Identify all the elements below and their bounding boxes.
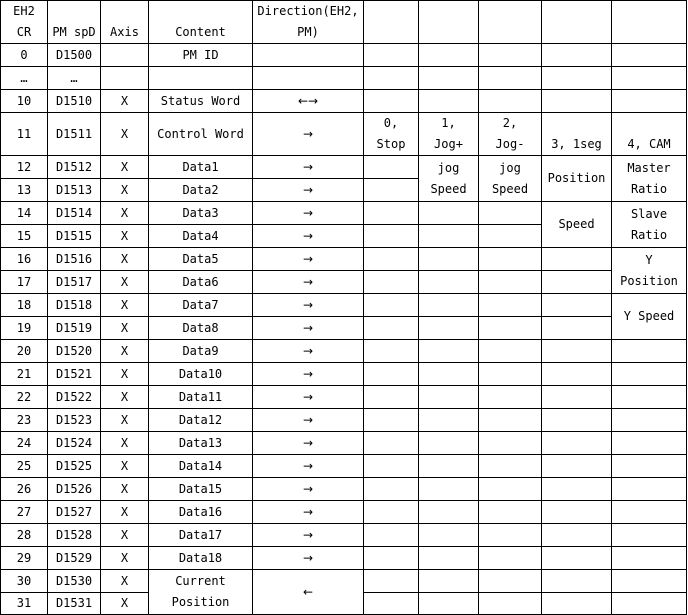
mode-cam: 4, CAM [612, 113, 687, 156]
pm-spd-cell: D1526 [48, 478, 101, 501]
axis-cell: X [101, 248, 149, 271]
axis-cell: X [101, 524, 149, 547]
cr-cell: 16 [1, 248, 48, 271]
table-row [1, 202, 687, 225]
content-cell: Data8 [149, 317, 253, 340]
empty-cell [612, 409, 687, 432]
pm-spd-cell: D1519 [48, 317, 101, 340]
axis-cell [101, 67, 149, 90]
empty-cell [364, 67, 419, 90]
axis-cell: X [101, 179, 149, 202]
empty-cell [612, 363, 687, 386]
content-cell: Data3 [149, 202, 253, 225]
empty-cell [479, 44, 542, 67]
empty-cell [479, 501, 542, 524]
empty-cell [479, 294, 542, 317]
master-ratio: Master Ratio [612, 156, 687, 202]
empty-cell [364, 455, 419, 478]
direction-cell: → [253, 113, 364, 156]
pm-spd-cell: D1510 [48, 90, 101, 113]
axis-cell: X [101, 340, 149, 363]
empty-cell [364, 90, 419, 113]
pm-spd-cell: D1521 [48, 363, 101, 386]
empty-cell [419, 455, 479, 478]
axis-cell: X [101, 478, 149, 501]
empty-cell [364, 179, 419, 202]
content-cell: Data7 [149, 294, 253, 317]
axis-cell: X [101, 593, 149, 615]
empty-cell [479, 90, 542, 113]
header-empty [542, 1, 612, 44]
cr-cell: 12 [1, 156, 48, 179]
empty-cell [479, 340, 542, 363]
table-row [1, 294, 687, 317]
empty-cell [479, 248, 542, 271]
empty-cell [419, 570, 479, 593]
table-row [1, 271, 687, 294]
empty-cell [612, 501, 687, 524]
y-position: Y Position [612, 248, 687, 294]
empty-cell [612, 593, 687, 615]
empty-cell [419, 67, 479, 90]
pm-spd-cell: D1520 [48, 340, 101, 363]
empty-cell [364, 501, 419, 524]
empty-cell [612, 386, 687, 409]
table-row [1, 44, 687, 67]
content-cell: Data11 [149, 386, 253, 409]
direction-cell: → [253, 202, 364, 225]
cr-cell: 19 [1, 317, 48, 340]
empty-cell [542, 294, 612, 317]
table-row [1, 363, 687, 386]
empty-cell [364, 44, 419, 67]
empty-cell [479, 363, 542, 386]
content-cell: Data2 [149, 179, 253, 202]
empty-cell [612, 455, 687, 478]
empty-cell [419, 386, 479, 409]
table-row [1, 409, 687, 432]
pm-spd-cell: D1517 [48, 271, 101, 294]
empty-cell [364, 340, 419, 363]
cr-cell: 20 [1, 340, 48, 363]
empty-cell [364, 432, 419, 455]
empty-cell [542, 317, 612, 340]
empty-cell [419, 501, 479, 524]
table-row [1, 386, 687, 409]
cr-cell: 28 [1, 524, 48, 547]
empty-cell [612, 340, 687, 363]
mode-jog-plus: 1, Jog+ [419, 113, 479, 156]
axis-cell: X [101, 363, 149, 386]
pm-spd-cell: D1513 [48, 179, 101, 202]
content-cell: Data16 [149, 501, 253, 524]
header-content: Content [149, 1, 253, 44]
cr-cell: 29 [1, 547, 48, 570]
cr-cell: 10 [1, 90, 48, 113]
jog-plus-speed: jog Speed [419, 156, 479, 202]
empty-cell [419, 363, 479, 386]
content-cell: Data10 [149, 363, 253, 386]
empty-cell [419, 294, 479, 317]
empty-cell [479, 570, 542, 593]
table-row [1, 455, 687, 478]
table-row [1, 340, 687, 363]
axis-cell: X [101, 202, 149, 225]
empty-cell [542, 271, 612, 294]
content-cell: Control Word [149, 113, 253, 156]
axis-cell: X [101, 90, 149, 113]
pm-spd-cell: D1530 [48, 570, 101, 593]
empty-cell [364, 202, 419, 225]
direction-cell: → [253, 524, 364, 547]
pm-spd-cell: D1529 [48, 547, 101, 570]
empty-cell [364, 271, 419, 294]
empty-cell [419, 225, 479, 248]
table-row [1, 113, 687, 156]
direction-cell: → [253, 363, 364, 386]
header-axis: Axis [101, 1, 149, 44]
empty-cell [612, 67, 687, 90]
table-row [1, 248, 687, 271]
axis-cell: X [101, 294, 149, 317]
direction-cell: → [253, 156, 364, 179]
header-cr: EH2 CR [1, 1, 48, 44]
direction-cell: → [253, 409, 364, 432]
direction-cell: → [253, 478, 364, 501]
direction-cell: → [253, 179, 364, 202]
content-cell: Status Word [149, 90, 253, 113]
cr-cell: 27 [1, 501, 48, 524]
empty-cell [419, 317, 479, 340]
axis-cell: X [101, 501, 149, 524]
pm-spd-cell: D1518 [48, 294, 101, 317]
axis-cell: X [101, 455, 149, 478]
direction-cell: → [253, 340, 364, 363]
empty-cell [542, 455, 612, 478]
empty-cell [479, 202, 542, 225]
cr-cell: … [1, 67, 48, 90]
pm-spd-cell: D1528 [48, 524, 101, 547]
empty-cell [419, 478, 479, 501]
empty-cell [364, 478, 419, 501]
direction-cell [253, 44, 364, 67]
header-empty [364, 1, 419, 44]
cr-cell: 23 [1, 409, 48, 432]
direction-cell: → [253, 225, 364, 248]
empty-cell [364, 386, 419, 409]
table-row [1, 524, 687, 547]
axis-cell: X [101, 432, 149, 455]
empty-cell [542, 570, 612, 593]
empty-cell [364, 524, 419, 547]
empty-cell [479, 271, 542, 294]
axis-cell: X [101, 156, 149, 179]
empty-cell [542, 386, 612, 409]
table-row [1, 547, 687, 570]
empty-cell [612, 547, 687, 570]
speed-cell: Speed [542, 202, 612, 248]
content-cell: PM ID [149, 44, 253, 67]
pm-spd-cell: D1515 [48, 225, 101, 248]
header-pm-spd: PM spD [48, 1, 101, 44]
empty-cell [479, 432, 542, 455]
table-row [1, 90, 687, 113]
content-cell [149, 67, 253, 90]
empty-cell [542, 409, 612, 432]
direction-cell: → [253, 455, 364, 478]
cr-cell: 21 [1, 363, 48, 386]
direction-cell: → [253, 386, 364, 409]
empty-cell [479, 593, 542, 615]
cr-cell: 14 [1, 202, 48, 225]
mode-1seg: 3, 1seg [542, 113, 612, 156]
direction-cell: → [253, 432, 364, 455]
axis-cell: X [101, 547, 149, 570]
empty-cell [612, 44, 687, 67]
pm-spd-cell: D1500 [48, 44, 101, 67]
cr-cell: 26 [1, 478, 48, 501]
empty-cell [419, 248, 479, 271]
content-cell: Data9 [149, 340, 253, 363]
pm-spd-cell: D1516 [48, 248, 101, 271]
axis-cell: X [101, 386, 149, 409]
content-cell: Data14 [149, 455, 253, 478]
empty-cell [364, 593, 419, 615]
table-row [1, 67, 687, 90]
content-cell: Data6 [149, 271, 253, 294]
axis-cell [101, 44, 149, 67]
content-cell: Data17 [149, 524, 253, 547]
direction-cell: → [253, 248, 364, 271]
cr-cell: 15 [1, 225, 48, 248]
slave-ratio: Slave Ratio [612, 202, 687, 248]
table-row [1, 317, 687, 340]
empty-cell [364, 547, 419, 570]
pm-spd-cell: D1511 [48, 113, 101, 156]
axis-cell: X [101, 570, 149, 593]
empty-cell [542, 478, 612, 501]
empty-cell [479, 524, 542, 547]
header-row [1, 1, 687, 44]
table-row [1, 156, 687, 179]
empty-cell [542, 363, 612, 386]
content-cell: Data5 [149, 248, 253, 271]
axis-cell: X [101, 113, 149, 156]
cr-cell: 25 [1, 455, 48, 478]
pm-spd-cell: D1524 [48, 432, 101, 455]
empty-cell [542, 90, 612, 113]
empty-cell [542, 547, 612, 570]
y-speed: Y Speed [612, 294, 687, 340]
empty-cell [419, 524, 479, 547]
empty-cell [542, 501, 612, 524]
empty-cell [479, 409, 542, 432]
empty-cell [419, 44, 479, 67]
empty-cell [612, 90, 687, 113]
pm-spd-cell: D1525 [48, 455, 101, 478]
cr-cell: 31 [1, 593, 48, 615]
empty-cell [419, 432, 479, 455]
content-cell: Current Position [149, 570, 253, 615]
axis-cell: X [101, 409, 149, 432]
content-cell: Data13 [149, 432, 253, 455]
mode-jog-minus: 2, Jog- [479, 113, 542, 156]
empty-cell [364, 570, 419, 593]
pm-spd-cell: D1512 [48, 156, 101, 179]
empty-cell [419, 202, 479, 225]
empty-cell [364, 156, 419, 179]
empty-cell [542, 432, 612, 455]
pm-spd-cell: D1522 [48, 386, 101, 409]
cr-cell: 13 [1, 179, 48, 202]
cr-cell: 18 [1, 294, 48, 317]
direction-cell: ← [253, 570, 364, 615]
empty-cell [542, 248, 612, 271]
empty-cell [542, 67, 612, 90]
empty-cell [479, 225, 542, 248]
direction-cell: → [253, 317, 364, 340]
cr-cell: 0 [1, 44, 48, 67]
empty-cell [542, 44, 612, 67]
direction-cell: → [253, 547, 364, 570]
mode-stop: 0, Stop [364, 113, 419, 156]
header-empty [419, 1, 479, 44]
position-cell: Position [542, 156, 612, 202]
empty-cell [364, 317, 419, 340]
empty-cell [364, 294, 419, 317]
empty-cell [364, 363, 419, 386]
header-empty [612, 1, 687, 44]
empty-cell [479, 67, 542, 90]
table-row [1, 432, 687, 455]
header-empty [479, 1, 542, 44]
empty-cell [419, 593, 479, 615]
table-body [1, 1, 687, 615]
empty-cell [419, 547, 479, 570]
empty-cell [419, 409, 479, 432]
direction-cell: → [253, 271, 364, 294]
table-row [1, 570, 687, 593]
empty-cell [364, 248, 419, 271]
empty-cell [479, 478, 542, 501]
direction-cell: → [253, 501, 364, 524]
cr-cell: 24 [1, 432, 48, 455]
empty-cell [419, 271, 479, 294]
empty-cell [419, 90, 479, 113]
cr-cell: 17 [1, 271, 48, 294]
content-cell: Data18 [149, 547, 253, 570]
cr-cell: 30 [1, 570, 48, 593]
content-cell: Data12 [149, 409, 253, 432]
pm-spd-cell: D1527 [48, 501, 101, 524]
pm-spd-cell: D1514 [48, 202, 101, 225]
header-direction: Direction(EH2, PM) [253, 1, 364, 44]
empty-cell [542, 593, 612, 615]
empty-cell [479, 386, 542, 409]
empty-cell [542, 340, 612, 363]
empty-cell [479, 455, 542, 478]
empty-cell [612, 478, 687, 501]
cr-cell: 11 [1, 113, 48, 156]
axis-cell: X [101, 317, 149, 340]
table-row [1, 478, 687, 501]
empty-cell [364, 409, 419, 432]
empty-cell [419, 340, 479, 363]
pm-spd-cell: … [48, 67, 101, 90]
pm-spd-cell: D1531 [48, 593, 101, 615]
pm-spd-cell: D1523 [48, 409, 101, 432]
empty-cell [612, 524, 687, 547]
content-cell: Data4 [149, 225, 253, 248]
cr-cell: 22 [1, 386, 48, 409]
empty-cell [364, 225, 419, 248]
jog-minus-speed: jog Speed [479, 156, 542, 202]
empty-cell [479, 317, 542, 340]
content-cell: Data15 [149, 478, 253, 501]
empty-cell [612, 570, 687, 593]
empty-cell [542, 524, 612, 547]
table-row [1, 501, 687, 524]
axis-cell: X [101, 225, 149, 248]
axis-cell: X [101, 271, 149, 294]
direction-cell: → [253, 294, 364, 317]
empty-cell [479, 547, 542, 570]
direction-cell [253, 67, 364, 90]
content-cell: Data1 [149, 156, 253, 179]
direction-cell: ←→ [253, 90, 364, 113]
empty-cell [612, 432, 687, 455]
